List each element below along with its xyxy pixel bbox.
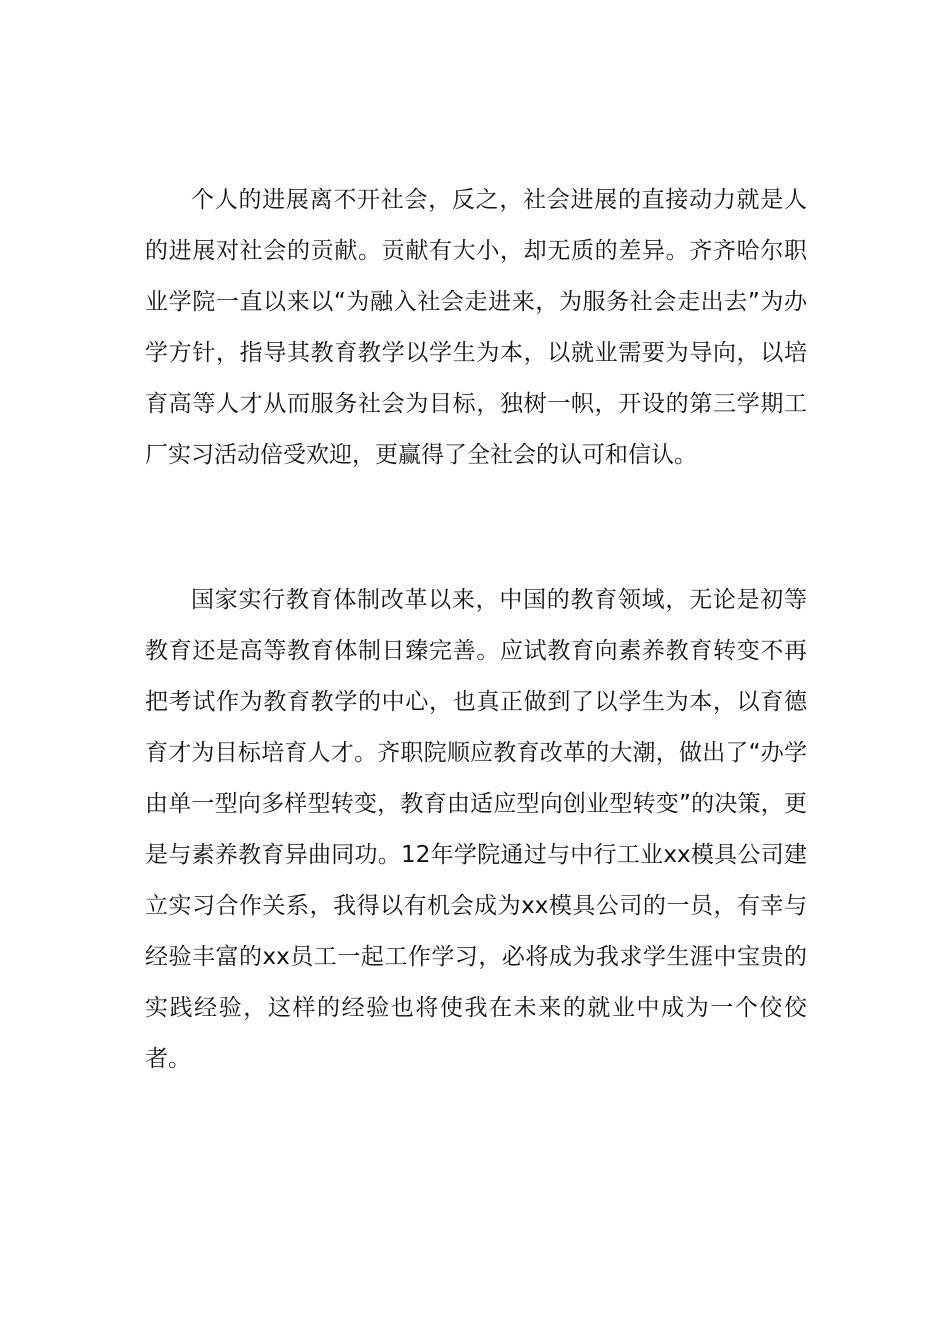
- paragraph-1: 个人的进展离不开社会，反之，社会进展的直接动力就是人的进展对社会的贡献。贡献有大小，却无质的差异。齐齐哈尔职业学院一直以来以“为融入社会走进来，为服务社会走出去”为办学方针，指导其教育教学以学生为本，以就业需要为导向，以培育高等人才从而服务社会为目标，独树一帜，开设的第三学期工厂实习活动倍受欢迎，更赢得了全社会的认可和信认。: [145, 187, 807, 468]
- paragraph-2: 国家实行教育体制改革以来，中国的教育领域，无论是初等教育还是高等教育体制日臻完善。应试教育向素养教育转变不再把考试作为教育教学的中心，也真正做到了以学生为本，以育德育才为目标培育人才。齐职院顺应教育改革的大潮，做出了“办学由单一型向多样型转变，教育由适应型向创业型转变”的决策，更是与素养教育异曲同功。12年学院通过与中行工业xx模具公司建立实习合作关系，我得以有机会成为xx模具公司的一员，有幸与经验丰富的xx员工一起工作学习，必将成为我求学生涯中宝贵的实践经验，这样的经验也将使我在未来的就业中成为一个佼佼者。: [145, 587, 807, 1072]
